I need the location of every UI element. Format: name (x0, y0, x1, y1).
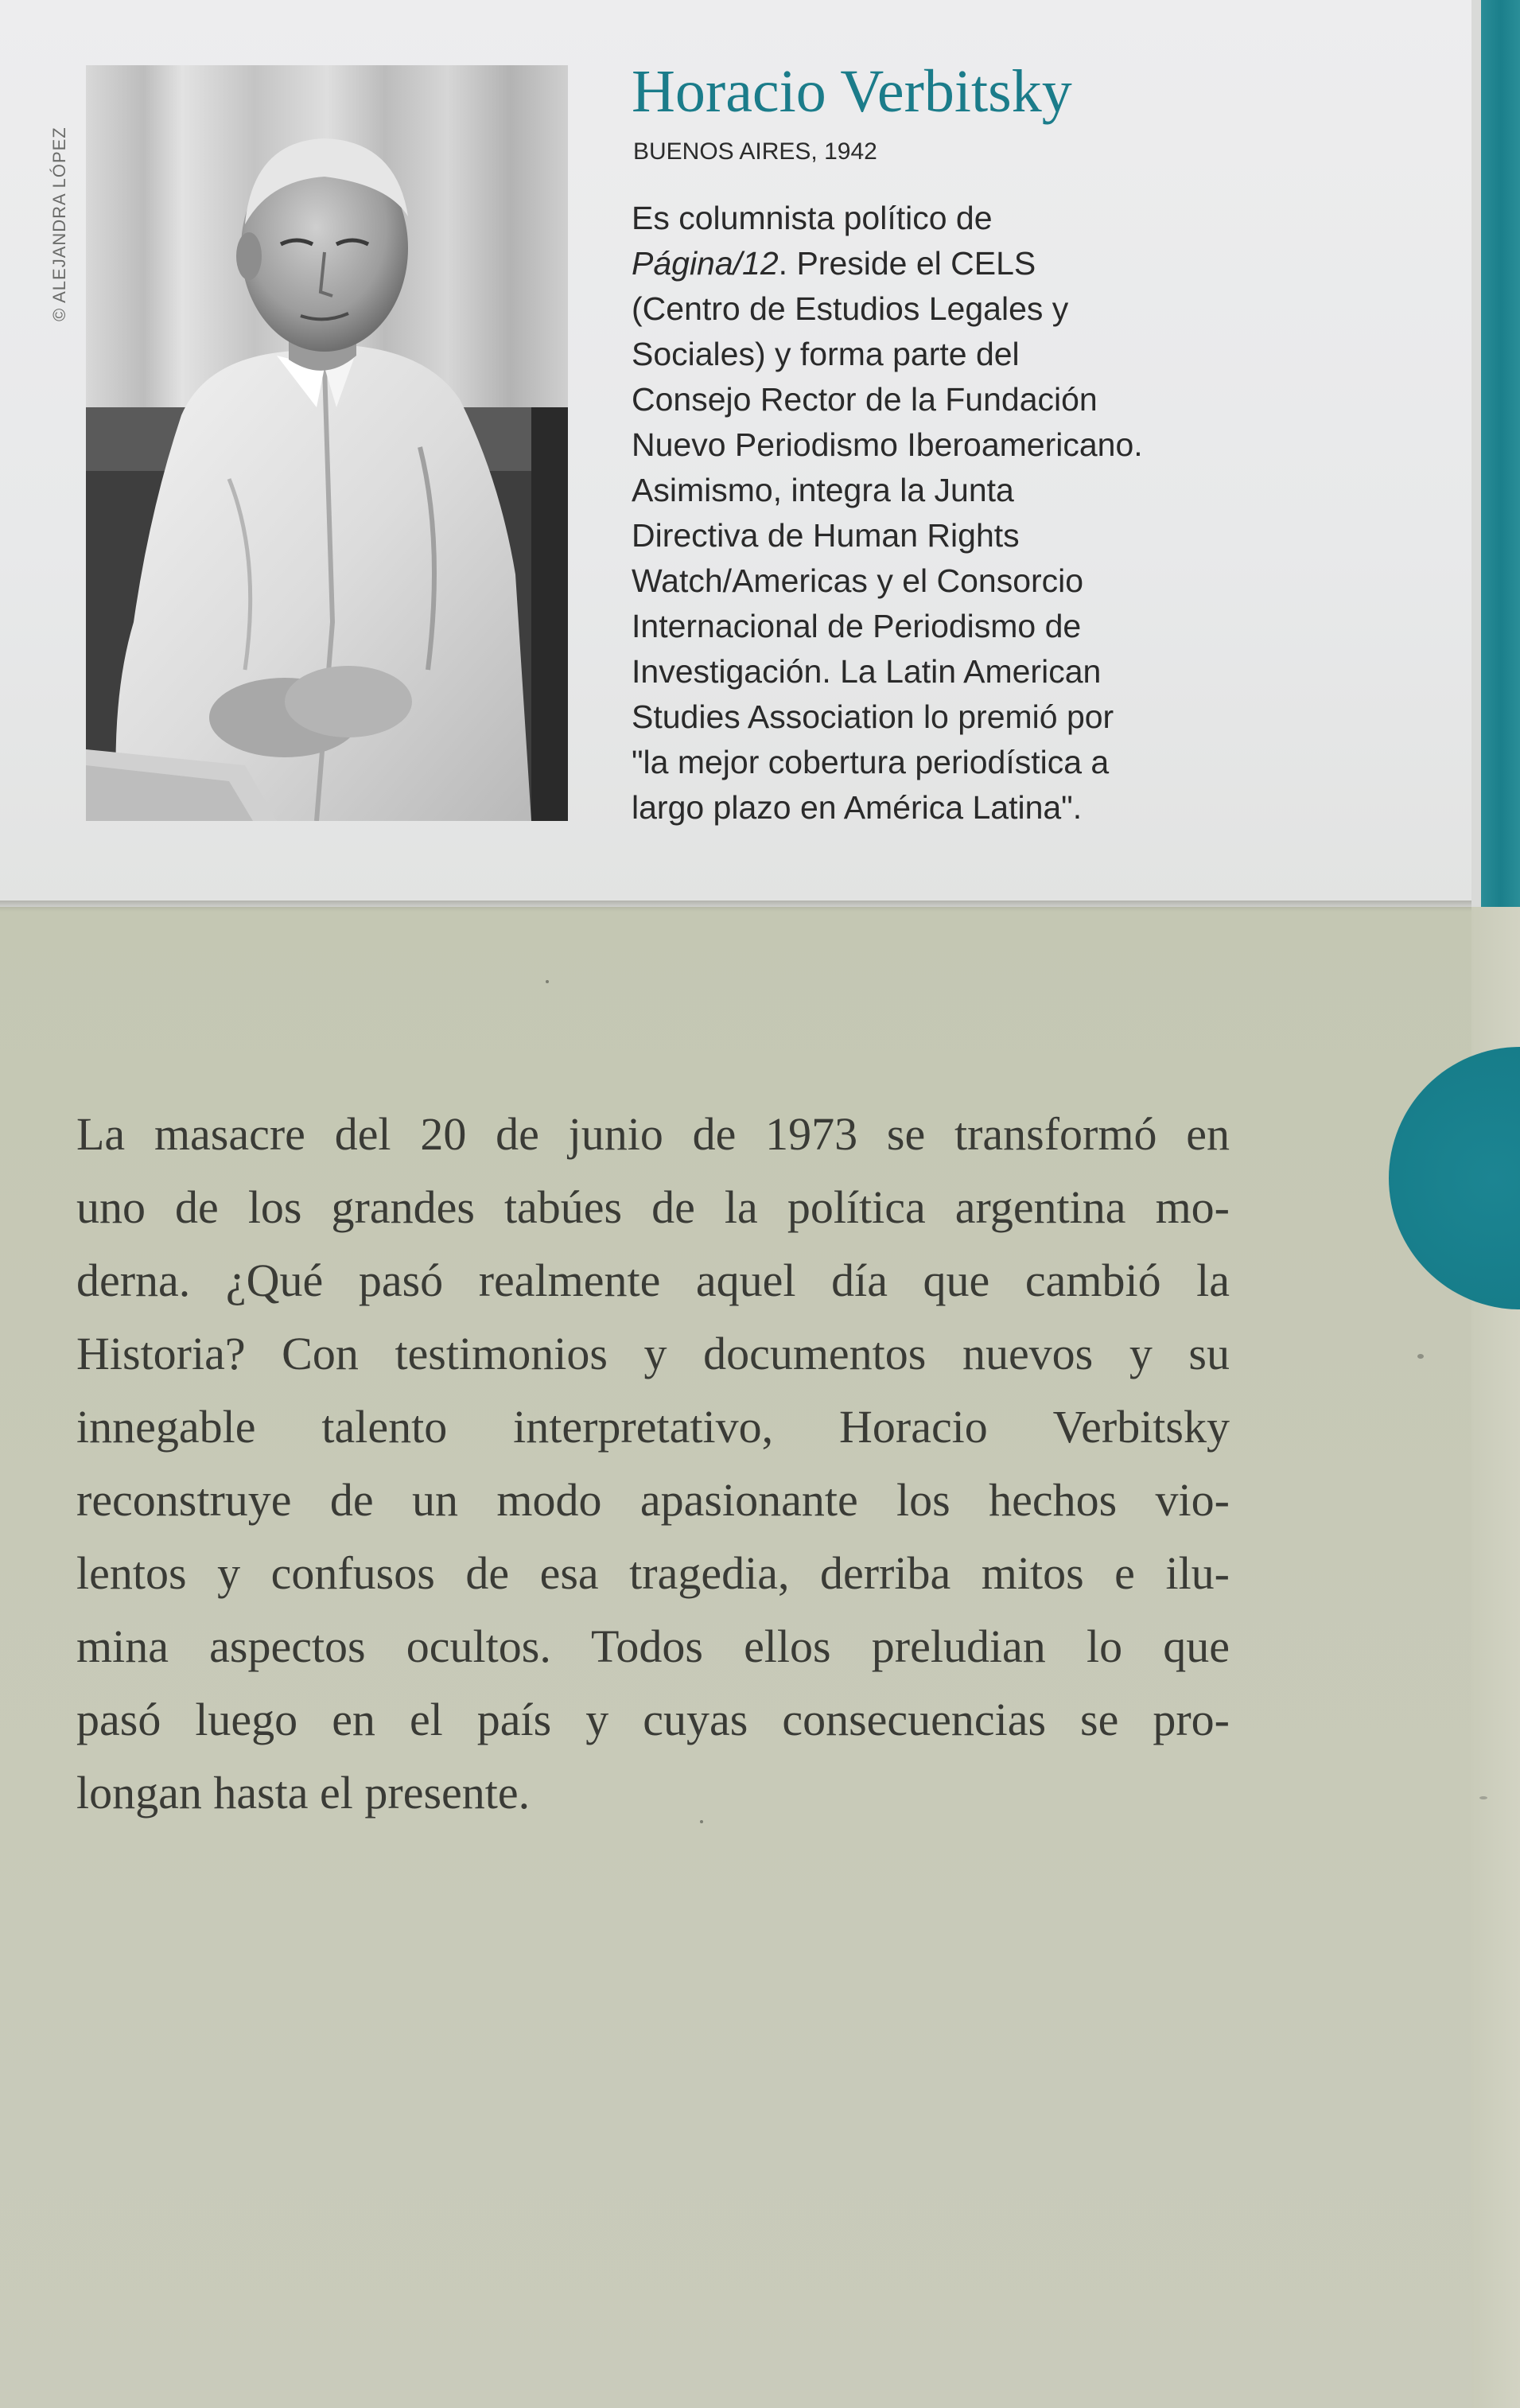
publication-name: Página/12 (632, 245, 779, 282)
blurb-line: pasó luego en el país y cuyas consecuencias se pro- (76, 1694, 1230, 1745)
bio-line-rest: . Preside el CELS (778, 245, 1036, 282)
author-name: Horacio Verbitsky (632, 58, 1072, 125)
bio-line: Nuevo Periodismo Iberoamericano. (632, 426, 1143, 463)
bio-line: Directiva de Human Rights (632, 517, 1020, 554)
bio-line: Watch/Americas y el Consorcio (632, 562, 1084, 599)
author-bio (632, 196, 1427, 831)
photo-credit: © ALEJANDRA LÓPEZ (49, 126, 69, 321)
bio-line: (Centro de Estudios Legales y (632, 290, 1069, 327)
bio-line: "la mejor cobertura periodística a (632, 744, 1110, 780)
author-origin: BUENOS AIRES, 1942 (633, 138, 877, 165)
spine-edge (1471, 0, 1481, 907)
bio-line: Internacional de Periodismo de (632, 608, 1082, 644)
blurb-line: derna. ¿Qué pasó realmente aquel día que cambió la (76, 1255, 1230, 1306)
speck (700, 1820, 703, 1823)
speck (1479, 1796, 1487, 1799)
blurb-line: Historia? Con testimonios y documentos nuevos y su (76, 1328, 1230, 1379)
bio-line: Studies Association lo premió por (632, 698, 1114, 735)
bio-line: Sociales) y forma parte del (632, 336, 1020, 372)
blurb-line: La masacre del 20 de junio de 1973 se transformó en (76, 1108, 1230, 1160)
blurb-line: uno de los grandes tabúes de la política argentina mo- (76, 1181, 1230, 1233)
blurb-line: longan hasta el presente. (76, 1767, 531, 1819)
bio-line: Es columnista político de (632, 200, 993, 236)
bio-line: largo plazo en América Latina". (632, 789, 1083, 826)
bio-line: Consejo Rector de la Fundación (632, 381, 1098, 418)
bio-line: Asimismo, integra la Junta (632, 472, 1014, 508)
blurb-line: mina aspectos ocultos. Todos ellos preludian lo que (76, 1620, 1230, 1672)
blurb-line: reconstruye de un modo apasionante los hechos vio- (76, 1474, 1230, 1526)
flap-shadow (0, 901, 1471, 912)
bio-line: Investigación. La Latin American (632, 653, 1102, 690)
speck (546, 980, 549, 983)
teal-spine-strip (1481, 0, 1520, 907)
bio-line (632, 241, 1427, 286)
author-portrait (86, 65, 568, 821)
speck (1417, 1354, 1424, 1359)
blurb-line: lentos y confusos de esa tragedia, derriba mitos e ilu- (76, 1547, 1230, 1599)
book-blurb (76, 1098, 1230, 1830)
blurb-line: innegable talento interpretativo, Horacio Verbitsky (76, 1401, 1230, 1453)
